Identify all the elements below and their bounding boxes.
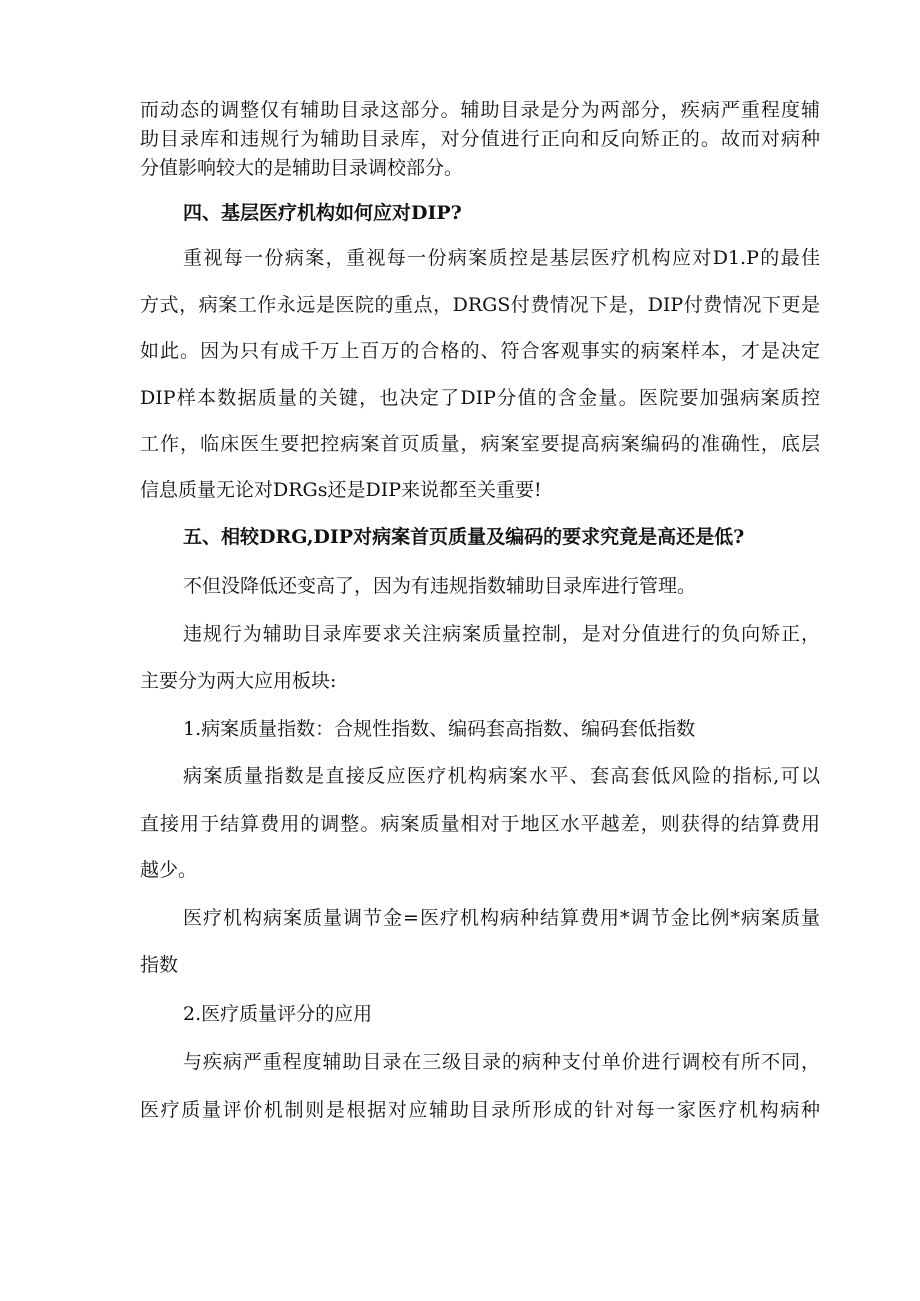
text-line: 重视每一份病案，重视每一份病案质控是基层医疗机构应对D1.P的最佳	[183, 247, 820, 269]
section-heading: 四、基层医疗机构如何应对DIP?	[183, 202, 462, 224]
text-line: 信息质量无论对DRGs还是DIP来说都至关重要!	[140, 479, 542, 501]
text-line: 医疗机构病案质量调节金=医疗机构病种结算费用*调节金比例*病案质量	[183, 907, 820, 929]
text-line: 病案质量指数是直接反应医疗机构病案水平、套高套低风险的指标,可以	[183, 765, 820, 787]
text-line: 与疾病严重程度辅助目录在三级目录的病种支付单价进行调校有所不同，	[183, 1051, 820, 1073]
section-heading: 五、相较DRG,DIP对病案首页质量及编码的要求究竟是高还是低?	[183, 526, 745, 548]
text-line: 助目录库和违规行为辅助目录库，对分值进行正向和反向矫正的。故而对病种	[140, 128, 820, 150]
text-line: DIP样本数据质量的关键，也决定了DIP分值的含金量。医院要加强病案质控	[140, 387, 820, 409]
text-line: 指数	[140, 954, 179, 976]
text-line: 越少。	[140, 859, 198, 881]
text-line: 1.病案质量指数：合规性指数、编码套高指数、编码套低指数	[183, 718, 696, 740]
text-line: 如此。因为只有成千万上百万的合格的、符合客观事实的病案样本，才是决定	[140, 340, 820, 362]
text-line: 而动态的调整仅有辅助目录这部分。辅助目录是分为两部分，疾病严重程度辅	[140, 99, 820, 121]
text-line: 分值影响较大的是辅助目录调校部分。	[140, 157, 464, 179]
text-line: 方式，病案工作永远是医院的重点，DRGS付费情况下是，DIP付费情况下更是	[140, 294, 820, 316]
text-line: 主要分为两大应用板块:	[140, 670, 337, 692]
text-line: 2.医疗质量评分的应用	[183, 1003, 373, 1025]
text-line: 直接用于结算费用的调整。病案质量相对于地区水平越差，则获得的结算费用	[140, 813, 820, 835]
text-line: 不但没降低还变高了，因为有违规指数辅助目录库进行管理。	[183, 575, 697, 597]
text-line: 工作，临床医生要把控病案首页质量，病案室要提高病案编码的准确性，底层	[140, 433, 820, 455]
text-line: 医疗质量评价机制则是根据对应辅助目录所形成的针对每一家医疗机构病种	[140, 1099, 820, 1121]
text-line: 违规行为辅助目录库要求关注病案质量控制，是对分值进行的负向矫正，	[183, 623, 820, 645]
